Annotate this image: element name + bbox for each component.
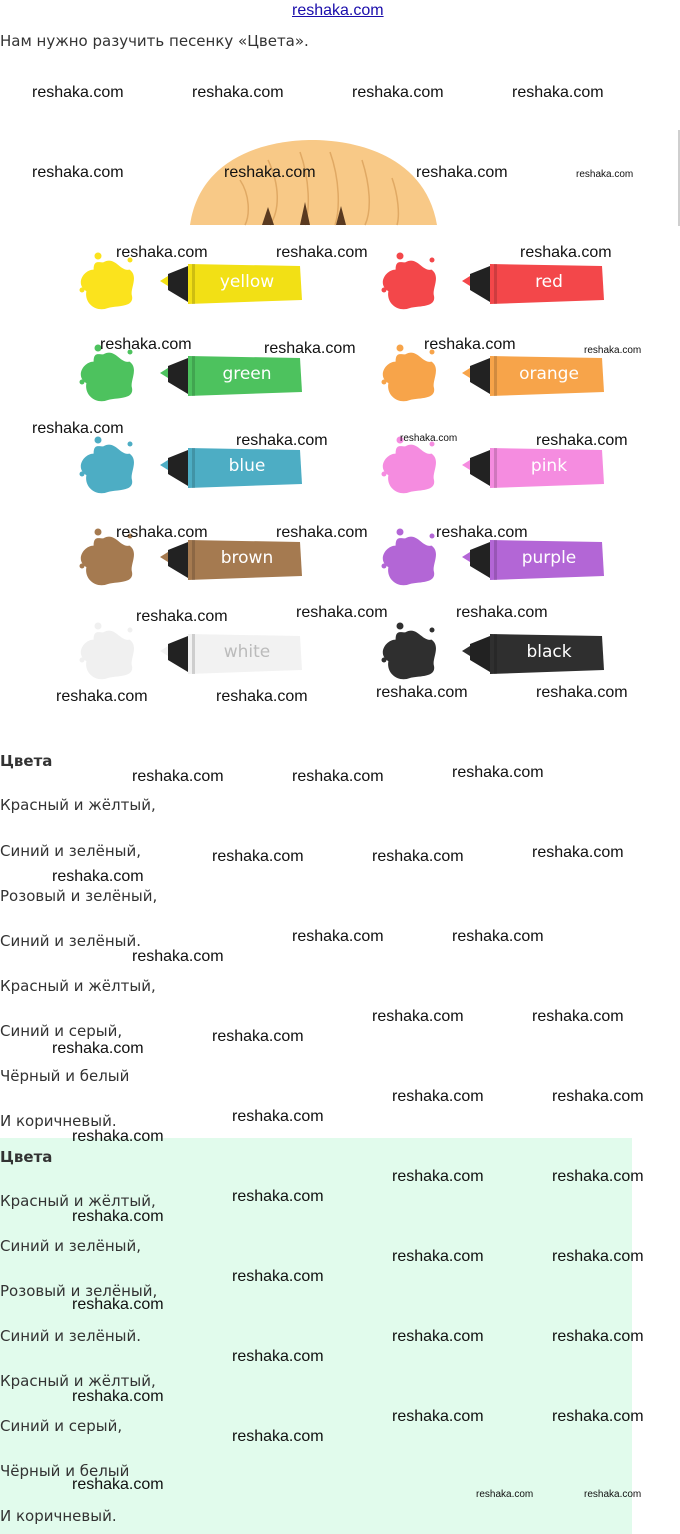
watermark-text: reshaka.com <box>212 1028 304 1045</box>
marker-neck-icon <box>168 542 188 578</box>
marker-label-yellow: yellow <box>219 272 275 292</box>
marker-neck-icon <box>470 450 490 486</box>
watermark-text: reshaka.com <box>520 244 612 261</box>
watermark-text: reshaka.com <box>292 768 384 785</box>
watermark-text: reshaka.com <box>456 604 548 621</box>
marker-neck-icon <box>470 542 490 578</box>
watermark-text: reshaka.com <box>512 84 604 101</box>
marker-neck-icon <box>168 450 188 486</box>
paint-drop-icon <box>80 380 85 385</box>
marker-tip-icon <box>160 646 168 656</box>
watermark-text: reshaka.com <box>552 1248 644 1265</box>
watermark-text: reshaka.com <box>576 169 634 180</box>
song-line: Красный и жёлтый, <box>0 796 156 814</box>
watermark-text: reshaka.com <box>552 1088 644 1105</box>
paint-drop-icon <box>382 658 387 663</box>
paint-drop-icon <box>382 472 387 477</box>
paint-splash-icon <box>383 261 436 310</box>
watermark-text: reshaka.com <box>536 432 628 449</box>
song-line: И коричневый. <box>0 1112 117 1130</box>
paint-drop-icon <box>128 628 133 633</box>
watermark-text: reshaka.com <box>372 848 464 865</box>
watermark-text: reshaka.com <box>552 1408 644 1425</box>
paint-drop-icon <box>95 623 102 630</box>
watermark-text: reshaka.com <box>532 844 624 861</box>
paint-splash-icon <box>81 445 134 494</box>
watermark-text: reshaka.com <box>452 764 544 781</box>
watermark-text: reshaka.com <box>32 84 124 101</box>
watermark-text: reshaka.com <box>232 1428 324 1445</box>
watermark-text: reshaka.com <box>476 1489 534 1500</box>
paint-drop-icon <box>382 288 387 293</box>
marker-neck-icon <box>168 358 188 394</box>
marker-tip-icon <box>160 460 168 470</box>
paint-drop-icon <box>382 564 387 569</box>
marker-label-white: white <box>223 642 271 662</box>
marker-neck-icon <box>168 636 188 672</box>
answer-line: И коричневый. <box>0 1507 117 1525</box>
paint-drop-icon <box>430 258 435 263</box>
paint-splash-icon <box>383 445 436 494</box>
watermark-text: reshaka.com <box>584 1489 642 1500</box>
watermark-text: reshaka.com <box>552 1168 644 1185</box>
paint-splash-icon <box>383 537 436 586</box>
watermark-text: reshaka.com <box>400 433 458 444</box>
answer-line: Синий и серый, <box>0 1417 123 1435</box>
watermark-text: reshaka.com <box>116 244 208 261</box>
watermark-text: reshaka.com <box>232 1108 324 1125</box>
watermark-text: reshaka.com <box>116 524 208 541</box>
watermark-text: reshaka.com <box>452 928 544 945</box>
marker-label-purple: purple <box>521 548 577 568</box>
watermark-text: reshaka.com <box>72 1296 164 1313</box>
song-line: Синий и зелёный, <box>0 842 141 860</box>
watermark-text: reshaka.com <box>392 1088 484 1105</box>
paint-splash-icon <box>81 537 134 586</box>
watermark-text: reshaka.com <box>32 420 124 437</box>
paint-drop-icon <box>397 345 404 352</box>
intro-text: Нам нужно разучить песенку «Цвета». <box>0 32 309 50</box>
watermark-text: reshaka.com <box>276 524 368 541</box>
watermark-text: reshaka.com <box>100 336 192 353</box>
paint-drop-icon <box>80 658 85 663</box>
marker-tip-icon <box>160 368 168 378</box>
watermark-text: reshaka.com <box>216 688 308 705</box>
paint-splash-icon <box>81 631 134 680</box>
watermark-text: reshaka.com <box>296 604 388 621</box>
watermark-text: reshaka.com <box>392 1408 484 1425</box>
watermark-text: reshaka.com <box>276 244 368 261</box>
marker-neck-icon <box>470 636 490 672</box>
song-line: Красный и жёлтый, <box>0 977 156 995</box>
watermark-text: reshaka.com <box>132 948 224 965</box>
answer-line: Красный и жёлтый, <box>0 1192 156 1210</box>
paint-drop-icon <box>128 442 133 447</box>
paint-drop-icon <box>382 380 387 385</box>
watermark-text: reshaka.com <box>292 928 384 945</box>
marker-tip-icon <box>160 552 168 562</box>
watermark-text: reshaka.com <box>52 868 144 885</box>
marker-tip-icon <box>462 646 470 656</box>
marker-label-blue: blue <box>228 456 266 476</box>
watermark-text: reshaka.com <box>56 688 148 705</box>
marker-neck-icon <box>470 358 490 394</box>
marker-label-red: red <box>535 272 563 292</box>
watermark-text: reshaka.com <box>532 1008 624 1025</box>
paint-splash-icon <box>81 261 134 310</box>
marker-neck-icon <box>168 266 188 302</box>
song-line: Синий и серый, <box>0 1022 123 1040</box>
answer-line: Розовый и зелёный, <box>0 1282 158 1300</box>
watermark-text: reshaka.com <box>232 1188 324 1205</box>
watermark-text: reshaka.com <box>584 345 642 356</box>
marker-neck-icon <box>470 266 490 302</box>
song-line: Розовый и зелёный, <box>0 887 158 905</box>
watermark-text: reshaka.com <box>392 1328 484 1345</box>
watermark-text: reshaka.com <box>264 340 356 357</box>
watermark-text: reshaka.com <box>424 336 516 353</box>
paint-drop-icon <box>80 288 85 293</box>
song-title: Цвета <box>0 752 53 770</box>
paint-drop-icon <box>80 472 85 477</box>
watermark-text: reshaka.com <box>224 164 316 181</box>
watermark-text: reshaka.com <box>372 1008 464 1025</box>
site-link[interactable]: reshaka.com <box>292 2 384 19</box>
answer-line: Красный и жёлтый, <box>0 1372 156 1390</box>
marker-label-pink: pink <box>530 456 568 476</box>
paint-drop-icon <box>80 564 85 569</box>
answer-line: Синий и зелёный, <box>0 1237 141 1255</box>
marker-label-black: black <box>526 642 572 662</box>
watermark-text: reshaka.com <box>72 1476 164 1493</box>
song-line: Синий и зелёный. <box>0 932 141 950</box>
watermark-text: reshaka.com <box>32 164 124 181</box>
paint-splash-icon <box>383 631 436 680</box>
answer-line: Синий и зелёный. <box>0 1327 141 1345</box>
marker-label-green: green <box>222 364 272 384</box>
watermark-text: reshaka.com <box>352 84 444 101</box>
watermark-text: reshaka.com <box>136 608 228 625</box>
marker-tip-icon <box>462 368 470 378</box>
watermark-text: reshaka.com <box>436 524 528 541</box>
watermark-text: reshaka.com <box>192 84 284 101</box>
paint-drop-icon <box>95 253 102 260</box>
marker-tip-icon <box>462 276 470 286</box>
marker-tip-icon <box>160 276 168 286</box>
watermark-text: reshaka.com <box>72 1208 164 1225</box>
watermark-text: reshaka.com <box>392 1248 484 1265</box>
paint-splash-icon <box>383 353 436 402</box>
song-line: Чёрный и белый <box>0 1067 130 1085</box>
marker-tip-icon <box>462 460 470 470</box>
watermark-text: reshaka.com <box>232 1268 324 1285</box>
watermark-text: reshaka.com <box>232 1348 324 1365</box>
watermark-text: reshaka.com <box>72 1128 164 1145</box>
marker-label-brown: brown <box>220 548 274 568</box>
marker-tip-icon <box>462 552 470 562</box>
paint-drop-icon <box>430 534 435 539</box>
watermark-text: reshaka.com <box>72 1388 164 1405</box>
watermark-text: reshaka.com <box>376 684 468 701</box>
watermark-text: reshaka.com <box>236 432 328 449</box>
paint-drop-icon <box>397 253 404 260</box>
watermark-text: reshaka.com <box>392 1168 484 1185</box>
watermark-text: reshaka.com <box>212 848 304 865</box>
answer-line: Чёрный и белый <box>0 1462 130 1480</box>
watermark-text: reshaka.com <box>552 1328 644 1345</box>
watermark-text: reshaka.com <box>416 164 508 181</box>
watermark-text: reshaka.com <box>536 684 628 701</box>
paint-drop-icon <box>95 529 102 536</box>
paint-drop-icon <box>430 628 435 633</box>
marker-label-orange: orange <box>519 364 579 384</box>
paint-splash-icon <box>81 353 134 402</box>
hair-icon <box>190 140 437 225</box>
answer-title: Цвета <box>0 1148 53 1166</box>
paint-drop-icon <box>397 529 404 536</box>
paint-drop-icon <box>397 623 404 630</box>
watermark-text: reshaka.com <box>52 1040 144 1057</box>
watermark-text: reshaka.com <box>132 768 224 785</box>
